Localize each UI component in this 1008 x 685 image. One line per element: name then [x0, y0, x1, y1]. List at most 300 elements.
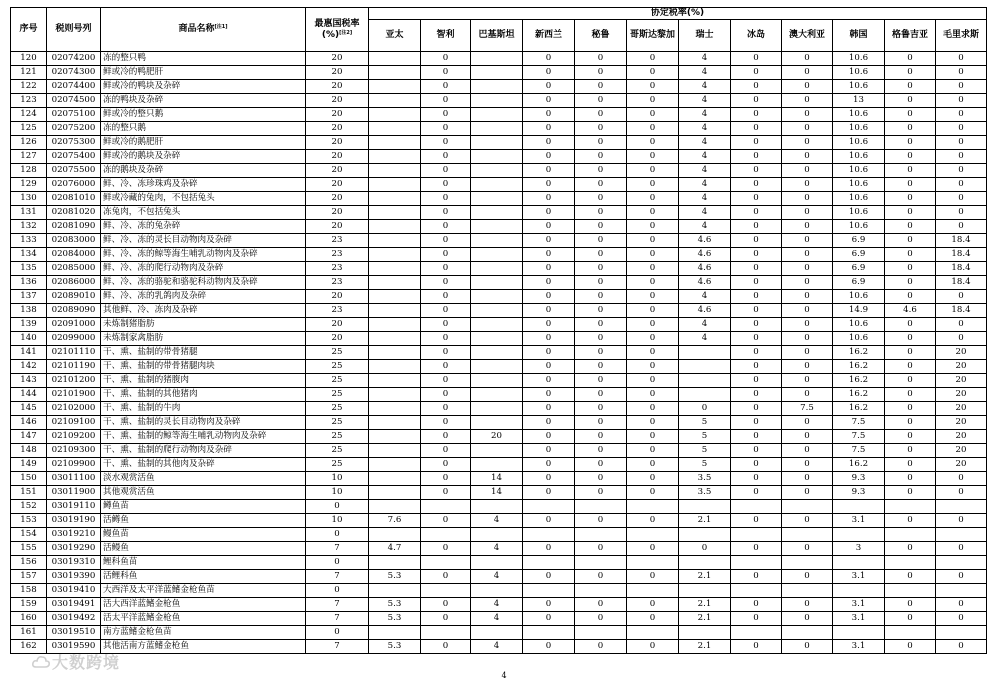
cell-seq: 136: [11, 276, 47, 290]
cell-rate: 5: [679, 458, 731, 472]
cell-rate: 10.6: [833, 220, 885, 234]
cell-rate: 0: [885, 430, 936, 444]
cell-seq: 128: [11, 164, 47, 178]
cell-mfn: 0: [306, 626, 369, 640]
table-row: [11, 402, 987, 416]
cell-rate: 0: [731, 542, 782, 556]
cell-name: 冻的鸭块及杂碎: [101, 94, 306, 108]
cell-name: 鲜或冷的鹅肥肝: [101, 136, 306, 150]
cell-mfn: 0: [306, 528, 369, 542]
cell-rate: 0: [575, 220, 627, 234]
cell-rate: 18.4: [936, 234, 987, 248]
cell-rate: 6.9: [833, 234, 885, 248]
cell-rate: 0: [782, 206, 833, 220]
cell-rate: [369, 192, 421, 206]
cell-rate: [731, 528, 782, 542]
cell-rate: 0: [782, 458, 833, 472]
cell-rate: 0: [523, 598, 575, 612]
cell-rate: 4.6: [679, 304, 731, 318]
cell-rate: [523, 528, 575, 542]
cell-rate: [575, 626, 627, 640]
cell-rate: [369, 276, 421, 290]
cell-rate: [369, 626, 421, 640]
cell-seq: 129: [11, 178, 47, 192]
cell-rate: [833, 584, 885, 598]
cell-rate: 5: [679, 444, 731, 458]
table-row: [11, 598, 987, 612]
cell-rate: 0: [523, 220, 575, 234]
cell-mfn: 20: [306, 332, 369, 346]
cell-rate: 0: [782, 66, 833, 80]
cell-rate: [369, 374, 421, 388]
cell-rate: [679, 388, 731, 402]
cell-rate: 0: [523, 234, 575, 248]
cell-code: 02074500: [47, 94, 101, 108]
header-agreement: 协定税率(%): [369, 8, 987, 20]
cell-rate: [471, 332, 523, 346]
cell-rate: 0: [936, 290, 987, 304]
cell-rate: 10.6: [833, 178, 885, 192]
cell-rate: 0: [627, 52, 679, 66]
cell-rate: 0: [782, 542, 833, 556]
cell-seq: 153: [11, 514, 47, 528]
cell-mfn: 0: [306, 584, 369, 598]
cell-rate: [369, 136, 421, 150]
cell-mfn: 10: [306, 472, 369, 486]
cell-mfn: 20: [306, 80, 369, 94]
cell-rate: 3.1: [833, 570, 885, 584]
cell-rate: 0: [627, 262, 679, 276]
cell-rate: 0: [782, 52, 833, 66]
cell-mfn: 25: [306, 374, 369, 388]
cell-rate: [885, 584, 936, 598]
cell-rate: 0: [731, 220, 782, 234]
cell-rate: [679, 500, 731, 514]
cell-rate: 10.6: [833, 150, 885, 164]
cell-rate: 0: [523, 276, 575, 290]
header-country: 韩国: [833, 20, 885, 52]
cell-rate: 0: [627, 94, 679, 108]
cell-rate: 0: [421, 290, 471, 304]
cell-rate: 0: [627, 402, 679, 416]
cell-rate: [369, 416, 421, 430]
table-row: [11, 248, 987, 262]
cell-rate: 16.2: [833, 374, 885, 388]
cell-mfn: 20: [306, 206, 369, 220]
cell-code: 02084000: [47, 248, 101, 262]
cell-rate: 0: [782, 290, 833, 304]
cell-code: 02075200: [47, 122, 101, 136]
cell-rate: 0: [421, 304, 471, 318]
cell-code: 02086000: [47, 276, 101, 290]
page-number: 4: [501, 671, 507, 680]
cell-rate: 4: [679, 52, 731, 66]
cell-rate: 0: [421, 150, 471, 164]
cell-rate: 0: [731, 640, 782, 654]
cell-rate: 0: [885, 94, 936, 108]
table-row: [11, 458, 987, 472]
cell-rate: 0: [731, 276, 782, 290]
cell-code: 02091000: [47, 318, 101, 332]
cell-code: 03011100: [47, 472, 101, 486]
header-country: 亚太: [369, 20, 421, 52]
cell-rate: [575, 500, 627, 514]
cell-seq: 155: [11, 542, 47, 556]
cell-rate: [627, 500, 679, 514]
cell-rate: 4: [679, 164, 731, 178]
cell-rate: 0: [421, 346, 471, 360]
cell-rate: 20: [936, 374, 987, 388]
cell-rate: [369, 164, 421, 178]
table-row: [11, 178, 987, 192]
cell-rate: 0: [575, 486, 627, 500]
header-country: 巴基斯坦: [471, 20, 523, 52]
cell-rate: 0: [575, 136, 627, 150]
cell-rate: 0: [782, 136, 833, 150]
cell-rate: 16.2: [833, 388, 885, 402]
table-row: [11, 192, 987, 206]
cell-seq: 162: [11, 640, 47, 654]
cell-rate: 0: [936, 514, 987, 528]
cell-name: 其他鲜、冷、冻肉及杂碎: [101, 304, 306, 318]
cell-rate: 4: [471, 598, 523, 612]
cell-rate: 0: [731, 318, 782, 332]
cell-rate: 5.3: [369, 598, 421, 612]
cell-rate: 5.3: [369, 570, 421, 584]
cell-rate: [471, 626, 523, 640]
table-row: [11, 584, 987, 598]
cell-rate: 0: [731, 178, 782, 192]
cell-seq: 157: [11, 570, 47, 584]
cell-rate: 0: [575, 388, 627, 402]
cell-rate: 0: [575, 304, 627, 318]
cell-seq: 146: [11, 416, 47, 430]
table-row: [11, 416, 987, 430]
cell-rate: [471, 402, 523, 416]
cell-rate: 4.7: [369, 542, 421, 556]
cell-rate: 0: [885, 458, 936, 472]
cell-rate: 4: [471, 570, 523, 584]
cell-rate: [369, 94, 421, 108]
cell-rate: 0: [782, 430, 833, 444]
cell-rate: 3.1: [833, 598, 885, 612]
cell-rate: 4: [679, 66, 731, 80]
cell-rate: 0: [575, 66, 627, 80]
cell-rate: [731, 500, 782, 514]
header-mfn: [306, 8, 369, 52]
cell-code: 02075100: [47, 108, 101, 122]
cell-rate: 0: [575, 262, 627, 276]
cell-rate: [679, 374, 731, 388]
cell-rate: 0: [782, 486, 833, 500]
cell-rate: 4: [679, 178, 731, 192]
table-row: [11, 346, 987, 360]
cell-rate: 0: [731, 570, 782, 584]
cell-rate: 0: [575, 80, 627, 94]
cell-rate: [369, 220, 421, 234]
cell-rate: [471, 276, 523, 290]
cell-rate: 0: [885, 388, 936, 402]
cell-code: 02099000: [47, 332, 101, 346]
cell-rate: 14: [471, 472, 523, 486]
cell-rate: 2.1: [679, 640, 731, 654]
cell-rate: 4.6: [679, 248, 731, 262]
table-row: [11, 374, 987, 388]
cell-rate: [627, 528, 679, 542]
cell-rate: 0: [575, 346, 627, 360]
table-row: [11, 612, 987, 626]
cell-rate: 14: [471, 486, 523, 500]
cell-name: 鲜、冷、冻的灵长目动物肉及杂碎: [101, 234, 306, 248]
cell-rate: 0: [627, 206, 679, 220]
cell-mfn: 25: [306, 416, 369, 430]
cell-rate: 0: [421, 220, 471, 234]
cell-rate: 0: [782, 304, 833, 318]
cell-code: 02101200: [47, 374, 101, 388]
cell-rate: 0: [885, 150, 936, 164]
cell-rate: 4: [679, 290, 731, 304]
header-country: 瑞士: [679, 20, 731, 52]
cell-rate: 0: [575, 402, 627, 416]
cell-rate: 0: [627, 472, 679, 486]
cell-rate: 0: [782, 514, 833, 528]
cell-rate: 0: [523, 542, 575, 556]
table-row: [11, 108, 987, 122]
cell-rate: 18.4: [936, 304, 987, 318]
cell-rate: 0: [936, 108, 987, 122]
cell-rate: [369, 122, 421, 136]
cell-rate: 0: [782, 374, 833, 388]
cell-rate: 2.1: [679, 612, 731, 626]
cell-rate: 4: [679, 108, 731, 122]
cell-rate: 0: [523, 52, 575, 66]
cell-mfn: 23: [306, 276, 369, 290]
cell-rate: 0: [936, 52, 987, 66]
cell-rate: 0: [885, 136, 936, 150]
cell-rate: 13: [833, 94, 885, 108]
cell-rate: 0: [885, 318, 936, 332]
cell-code: 02075400: [47, 150, 101, 164]
cell-rate: [369, 80, 421, 94]
cell-mfn: 25: [306, 402, 369, 416]
cell-rate: 10.6: [833, 66, 885, 80]
cell-mfn: 23: [306, 262, 369, 276]
cell-rate: [471, 122, 523, 136]
cell-rate: 0: [627, 360, 679, 374]
cell-rate: [471, 528, 523, 542]
cell-rate: [471, 416, 523, 430]
cell-code: 03019491: [47, 598, 101, 612]
header-code: 税则号列: [47, 8, 101, 52]
cell-rate: [833, 500, 885, 514]
cell-rate: 0: [575, 206, 627, 220]
cell-rate: 9.3: [833, 472, 885, 486]
cell-rate: [369, 262, 421, 276]
cell-rate: [782, 556, 833, 570]
cell-rate: 0: [885, 640, 936, 654]
cell-rate: 0: [782, 262, 833, 276]
cell-rate: 20: [936, 360, 987, 374]
cell-rate: 0: [731, 66, 782, 80]
cell-rate: 0: [523, 346, 575, 360]
cell-rate: [627, 584, 679, 598]
cell-rate: 0: [679, 402, 731, 416]
cell-seq: 154: [11, 528, 47, 542]
cell-rate: 0: [731, 290, 782, 304]
cell-rate: [679, 626, 731, 640]
table-row: [11, 626, 987, 640]
cell-name: 活鲤科鱼: [101, 570, 306, 584]
cell-rate: 3.5: [679, 486, 731, 500]
cell-rate: 0: [936, 318, 987, 332]
cell-seq: 160: [11, 612, 47, 626]
cell-rate: 10.6: [833, 164, 885, 178]
cell-rate: 4: [679, 318, 731, 332]
cell-code: 03011900: [47, 486, 101, 500]
table-row: [11, 640, 987, 654]
cell-rate: 0: [523, 262, 575, 276]
cell-rate: 0: [885, 416, 936, 430]
cell-name: 冻兔肉，不包括兔头: [101, 206, 306, 220]
cell-rate: 20: [936, 388, 987, 402]
cell-rate: 0: [575, 570, 627, 584]
table-row: [11, 528, 987, 542]
cell-name: 其他观赏活鱼: [101, 486, 306, 500]
cell-rate: 0: [421, 164, 471, 178]
cell-rate: 0: [936, 94, 987, 108]
cell-mfn: 7: [306, 640, 369, 654]
cell-rate: [369, 178, 421, 192]
cell-rate: 0: [782, 332, 833, 346]
cell-rate: 10.6: [833, 136, 885, 150]
table-row: [11, 500, 987, 514]
cell-rate: 0: [523, 570, 575, 584]
cell-rate: 0: [575, 444, 627, 458]
cell-rate: 0: [627, 122, 679, 136]
cell-rate: 5: [679, 430, 731, 444]
cell-rate: 4.6: [679, 276, 731, 290]
cell-rate: 0: [627, 374, 679, 388]
cell-rate: 0: [782, 108, 833, 122]
header-country: 格鲁吉亚: [885, 20, 936, 52]
cell-code: 02076000: [47, 178, 101, 192]
cell-rate: 0: [627, 346, 679, 360]
cell-name: 鲜或冷的整只鹅: [101, 108, 306, 122]
cell-rate: 0: [885, 108, 936, 122]
cell-rate: 0: [885, 80, 936, 94]
cell-rate: [731, 584, 782, 598]
cell-rate: 4: [679, 220, 731, 234]
cell-name: 其他活南方蓝鳍金枪鱼: [101, 640, 306, 654]
cell-rate: 0: [523, 164, 575, 178]
cell-rate: 0: [936, 136, 987, 150]
cell-rate: 20: [936, 458, 987, 472]
header-mfn-note: [注2]: [339, 29, 353, 36]
cell-code: 03019110: [47, 500, 101, 514]
cell-rate: 0: [575, 430, 627, 444]
cell-rate: [369, 66, 421, 80]
cell-rate: 20: [936, 346, 987, 360]
cell-rate: 0: [523, 458, 575, 472]
table-row: [11, 514, 987, 528]
table-row: [11, 304, 987, 318]
cell-rate: 14.9: [833, 304, 885, 318]
cell-rate: [421, 528, 471, 542]
cell-code: 03019492: [47, 612, 101, 626]
cell-rate: 0: [575, 598, 627, 612]
cell-code: 02109200: [47, 430, 101, 444]
cell-rate: 0: [936, 206, 987, 220]
cell-rate: 0: [523, 388, 575, 402]
cell-rate: 0: [575, 318, 627, 332]
cell-name: 干、熏、盐制的其他肉及杂碎: [101, 458, 306, 472]
cell-rate: 4: [679, 192, 731, 206]
cell-rate: 0: [782, 416, 833, 430]
cell-rate: 16.2: [833, 360, 885, 374]
cell-code: 02075500: [47, 164, 101, 178]
cell-rate: 10.6: [833, 108, 885, 122]
cell-code: 03019310: [47, 556, 101, 570]
cell-rate: 0: [936, 164, 987, 178]
cell-rate: 10.6: [833, 122, 885, 136]
cell-name: 鲜或冷的鹅块及杂碎: [101, 150, 306, 164]
cell-rate: 0: [627, 430, 679, 444]
cell-rate: 0: [885, 346, 936, 360]
cell-rate: 0: [523, 514, 575, 528]
cell-rate: 0: [627, 80, 679, 94]
cell-rate: 6.9: [833, 276, 885, 290]
cell-rate: [369, 346, 421, 360]
cell-rate: 20: [936, 402, 987, 416]
cell-rate: [679, 528, 731, 542]
cell-seq: 142: [11, 360, 47, 374]
cell-rate: 0: [885, 248, 936, 262]
cell-mfn: 20: [306, 192, 369, 206]
cell-rate: 0: [575, 332, 627, 346]
cell-rate: [731, 556, 782, 570]
cell-rate: 0: [627, 458, 679, 472]
table-row: [11, 220, 987, 234]
cell-seq: 148: [11, 444, 47, 458]
cell-rate: 0: [421, 416, 471, 430]
table-row: [11, 136, 987, 150]
table-row: [11, 80, 987, 94]
cell-rate: 0: [421, 52, 471, 66]
table-row: [11, 360, 987, 374]
cell-rate: 0: [936, 570, 987, 584]
cell-rate: 0: [627, 164, 679, 178]
cell-rate: 7.5: [782, 402, 833, 416]
cell-name: 活太平洋蓝鳍金枪鱼: [101, 612, 306, 626]
cell-rate: [471, 248, 523, 262]
cell-rate: [471, 80, 523, 94]
cell-rate: [731, 626, 782, 640]
cell-rate: [471, 220, 523, 234]
cell-mfn: 20: [306, 66, 369, 80]
cell-name: 冻的鹅块及杂碎: [101, 164, 306, 178]
cell-rate: [421, 556, 471, 570]
cell-name: 鲤科鱼苗: [101, 556, 306, 570]
cell-rate: [885, 556, 936, 570]
cell-rate: 0: [575, 52, 627, 66]
cell-rate: [471, 500, 523, 514]
cell-seq: 123: [11, 94, 47, 108]
header-country: 秘鲁: [575, 20, 627, 52]
cell-rate: 0: [731, 598, 782, 612]
cell-code: 02101900: [47, 388, 101, 402]
cell-rate: 18.4: [936, 262, 987, 276]
cell-rate: 0: [421, 94, 471, 108]
